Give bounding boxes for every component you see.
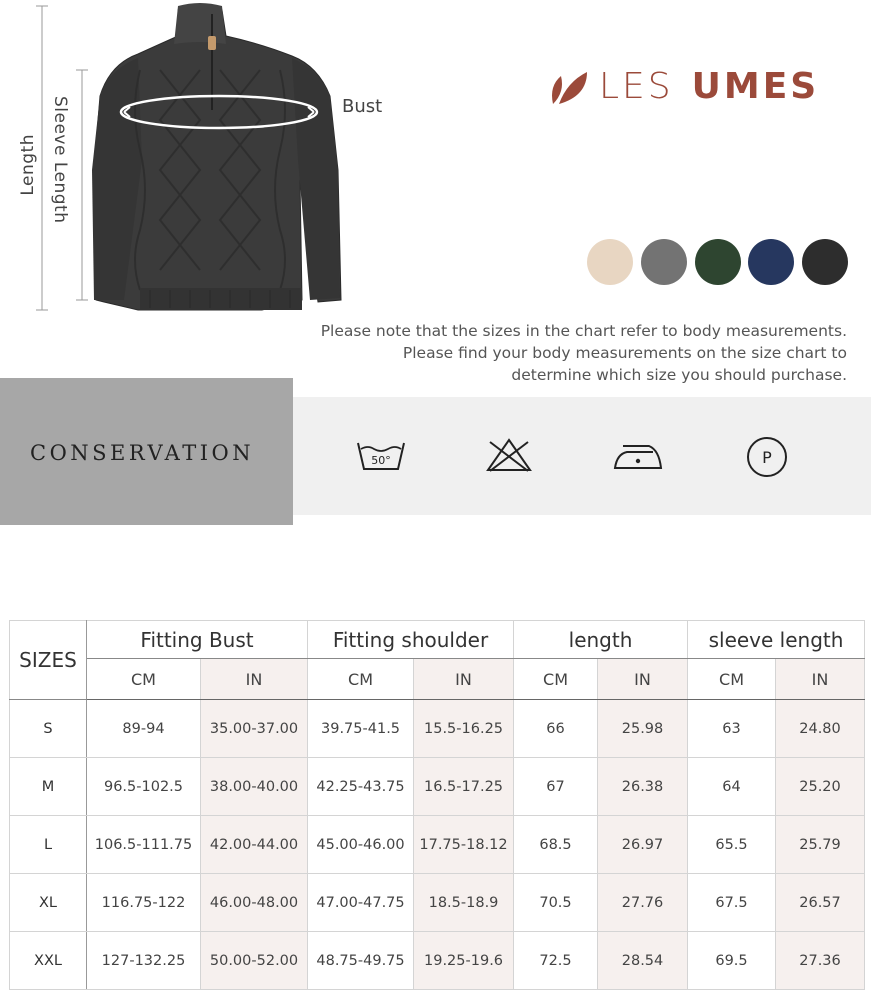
unit-header: CM <box>87 659 201 700</box>
table-cell: 96.5-102.5 <box>87 758 201 816</box>
table-cell: 15.5-16.25 <box>414 700 514 758</box>
table-cell: 116.75-122 <box>87 874 201 932</box>
table-cell: 69.5 <box>688 932 776 990</box>
dry-clean-letter: P <box>762 448 772 467</box>
dry-clean-p-icon <box>746 436 788 478</box>
swatch-black[interactable] <box>802 239 848 285</box>
do-not-bleach-icon <box>486 437 532 473</box>
table-cell: 27.36 <box>776 932 865 990</box>
wash-50-icon <box>355 437 407 473</box>
size-cell: S <box>10 700 87 758</box>
table-cell: 27.76 <box>598 874 688 932</box>
table-cell: 47.00-47.75 <box>308 874 414 932</box>
table-cell: 65.5 <box>688 816 776 874</box>
table-cell: 38.00-40.00 <box>201 758 308 816</box>
table-cell: 25.20 <box>776 758 865 816</box>
table-cell: 42.25-43.75 <box>308 758 414 816</box>
table-cell: 46.00-48.00 <box>201 874 308 932</box>
table-cell: 63 <box>688 700 776 758</box>
size-cell: XXL <box>10 932 87 990</box>
table-cell: 24.80 <box>776 700 865 758</box>
wash-temp-label: 50° <box>371 454 391 467</box>
group-header-shoulder: Fitting shoulder <box>308 621 514 659</box>
table-cell: 28.54 <box>598 932 688 990</box>
table-cell: 16.5-17.25 <box>414 758 514 816</box>
table-cell: 67.5 <box>688 874 776 932</box>
size-cell: M <box>10 758 87 816</box>
table-cell: 35.00-37.00 <box>201 700 308 758</box>
table-cell: 68.5 <box>514 816 598 874</box>
table-cell: 48.75-49.75 <box>308 932 414 990</box>
brand-name-bold: UMES <box>691 65 820 107</box>
swatch-gray[interactable] <box>641 239 687 285</box>
group-header-bust: Fitting Bust <box>87 621 308 659</box>
table-cell: 25.98 <box>598 700 688 758</box>
group-header-sleeve: sleeve length <box>688 621 865 659</box>
leaf-logo-icon <box>549 66 591 106</box>
size-note-line: Please note that the sizes in the chart refer to body measurements. <box>320 322 847 340</box>
table-cell: 89-94 <box>87 700 201 758</box>
table-cell: 39.75-41.5 <box>308 700 414 758</box>
table-cell: 106.5-111.75 <box>87 816 201 874</box>
unit-header: IN <box>776 659 865 700</box>
table-cell: 26.97 <box>598 816 688 874</box>
unit-header: CM <box>688 659 776 700</box>
unit-header: IN <box>598 659 688 700</box>
table-cell: 26.38 <box>598 758 688 816</box>
table-row <box>10 874 865 932</box>
swatch-beige[interactable] <box>587 239 633 285</box>
conservation-title: CONSERVATION <box>30 441 255 465</box>
table-cell: 70.5 <box>514 874 598 932</box>
size-note-line: Please find your body measurements on the size chart to <box>402 344 847 362</box>
table-cell: 17.75-18.12 <box>414 816 514 874</box>
table-cell: 18.5-18.9 <box>414 874 514 932</box>
size-cell: L <box>10 816 87 874</box>
table-row <box>10 932 865 990</box>
size-note-line: determine which size you should purchase. <box>511 366 847 384</box>
table-cell: 25.79 <box>776 816 865 874</box>
sleeve-length-label: Sleeve Length <box>50 96 70 224</box>
length-label: Length <box>18 134 38 196</box>
iron-low-icon <box>613 442 663 472</box>
table-cell: 67 <box>514 758 598 816</box>
table-row <box>10 700 865 758</box>
bust-label: Bust <box>342 96 383 117</box>
size-cell: XL <box>10 874 87 932</box>
table-cell: 42.00-44.00 <box>201 816 308 874</box>
unit-header: IN <box>414 659 514 700</box>
size-note <box>247 320 847 386</box>
table-unit-row <box>10 659 865 700</box>
table-cell: 26.57 <box>776 874 865 932</box>
swatch-green[interactable] <box>695 239 741 285</box>
table-cell: 50.00-52.00 <box>201 932 308 990</box>
unit-header: CM <box>514 659 598 700</box>
brand-name-light: LES <box>599 65 674 107</box>
table-row <box>10 816 865 874</box>
unit-header: IN <box>201 659 308 700</box>
table-cell: 72.5 <box>514 932 598 990</box>
table-cell: 64 <box>688 758 776 816</box>
sizes-header: SIZES <box>10 621 87 700</box>
table-header-row <box>10 621 865 659</box>
size-chart-table <box>9 620 865 990</box>
brand-logo <box>549 64 819 108</box>
swatch-navy[interactable] <box>748 239 794 285</box>
unit-header: CM <box>308 659 414 700</box>
table-cell: 66 <box>514 700 598 758</box>
table-cell: 127-132.25 <box>87 932 201 990</box>
table-cell: 19.25-19.6 <box>414 932 514 990</box>
table-cell: 45.00-46.00 <box>308 816 414 874</box>
table-row <box>10 758 865 816</box>
group-header-length: length <box>514 621 688 659</box>
